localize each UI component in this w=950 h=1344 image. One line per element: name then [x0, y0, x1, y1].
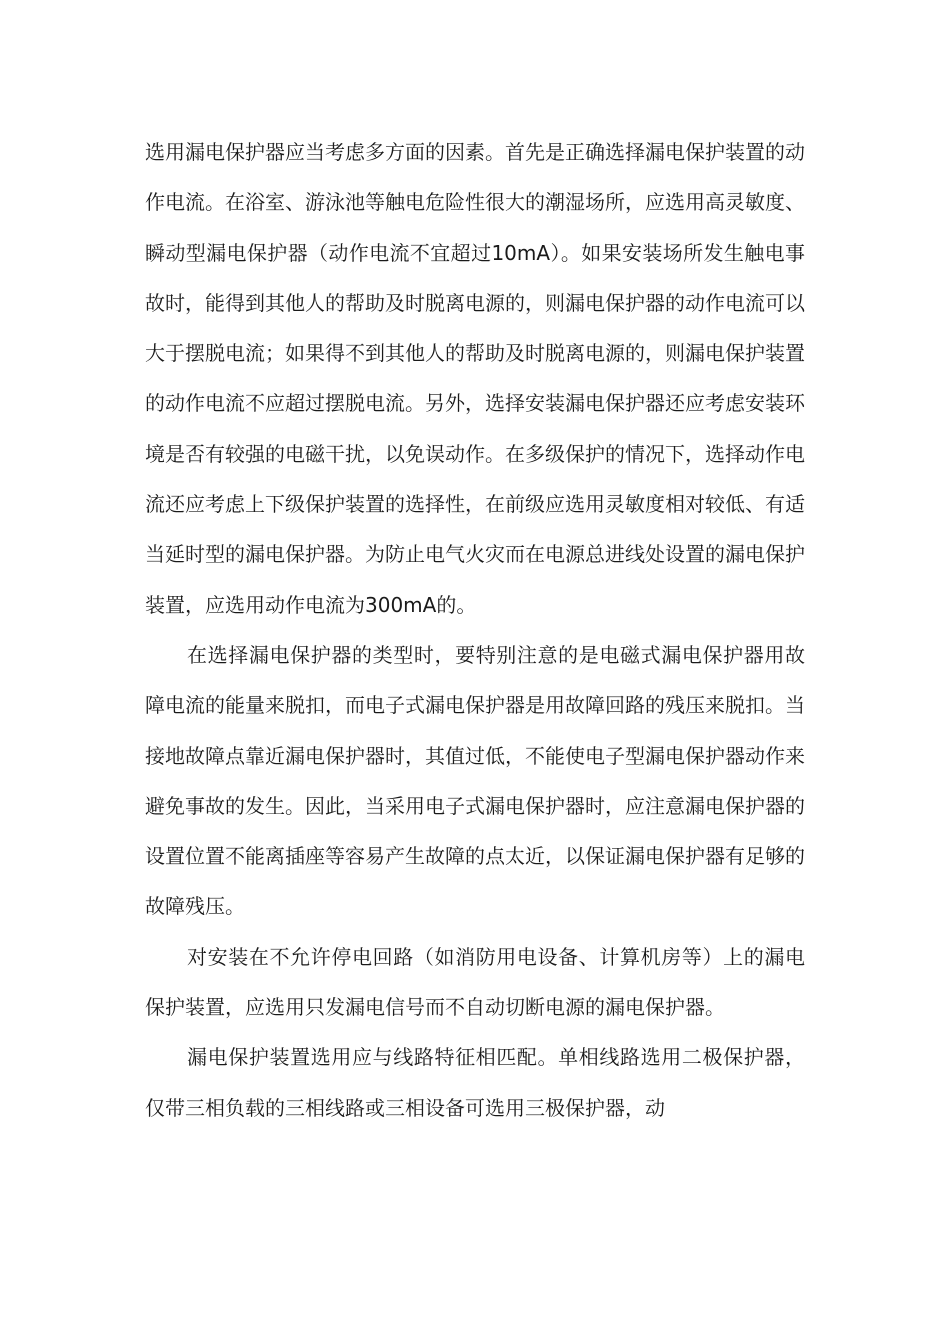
document-body — [145, 127, 805, 1133]
paragraph-2: 在选择漏电保护器的类型时，要特别注意的是电磁式漏电保护器用故障电流的能量来脱扣，而电子式漏电保护器是用故障回路的残压来脱扣。当接地故障点靠近漏电保护器时，其值过低，不能使电子型漏电保护器动作来避免事故的发生。因此，当采用电子式漏电保护器时，应注意漏电保护器的设置位置不能离插座等容易产生故障的点太近，以保证漏电保护器有足够的故障残压。 — [145, 642, 805, 919]
paragraph-4: 漏电保护装置选用应与线路特征相匹配。单相线路选用二极保护器，仅带三相负载的三相线路或三相设备可选用三极保护器，动 — [145, 1045, 805, 1120]
paragraph-1: 选用漏电保护器应当考虑多方面的因素。首先是正确选择漏电保护装置的动作电流。在浴室、游泳池等触电危险性很大的潮湿场所，应选用高灵敏度、瞬动型漏电保护器（动作电流不宜超过10mA）。如果安装场所发生触电事故时，能得到其他人的帮助及时脱离电源的，则漏电保护器的动作电流可以大于摆脱电流；如果得不到其他人的帮助及时脱离电源的，则漏电保护装置的动作电流不应超过摆脱电流。另外，选择安装漏电保护器还应考虑安装环境是否有较强的电磁干扰，以免误动作。在多级保护的情况下，选择动作电流还应考虑上下级保护装置的选择性，在前级应选用灵敏度相对较低、有适当延时型的漏电保护器。为防止电气火灾而在电源总进线处设置的漏电保护装置，应选用动作电流为300mA的。 — [145, 140, 805, 617]
paragraph-3: 对安装在不允许停电回路（如消防用电设备、计算机房等）上的漏电保护装置，应选用只发漏电信号而不自动切断电源的漏电保护器。 — [145, 944, 805, 1020]
